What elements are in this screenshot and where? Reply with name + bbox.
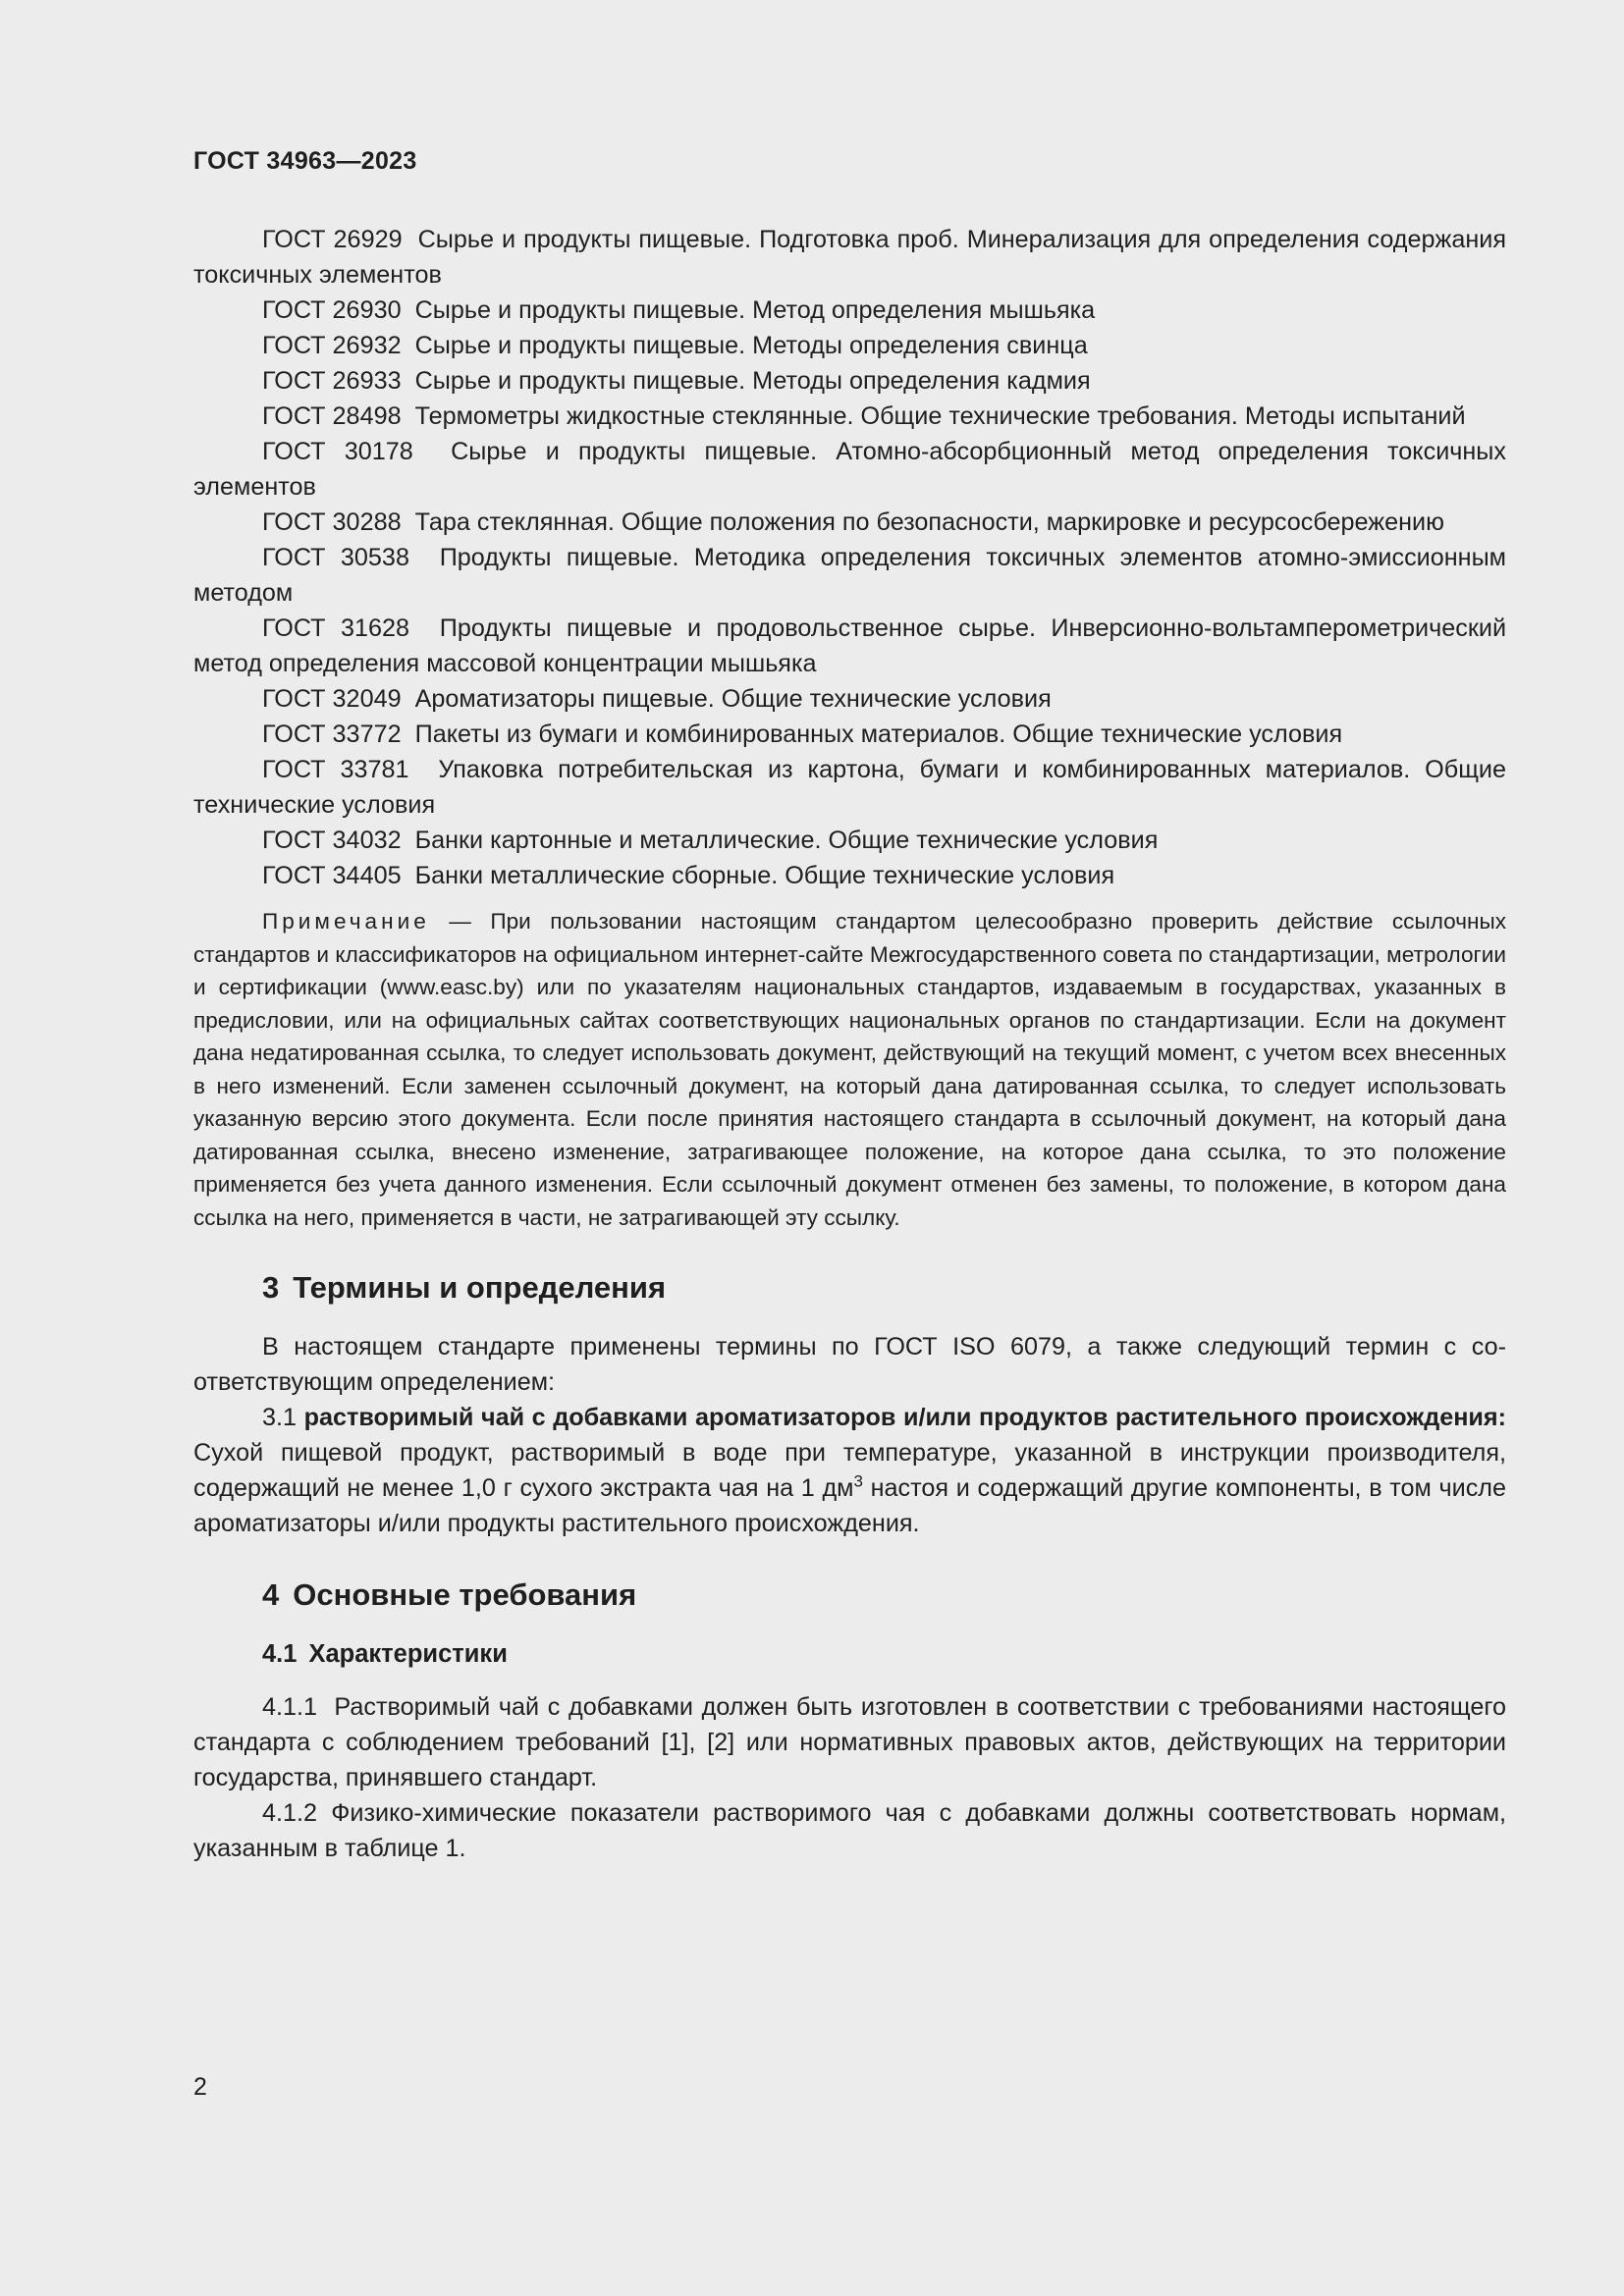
reference-title: Продукты пищевые и продовольственное сырье. Инверсионно-вольтамперометрический метод определения массовой концентрации мышьяка: [193, 614, 1507, 677]
paragraph-4-1-1-text: Растворимый чай с добавками должен быть изготовлен в соответствии с требованиями настоящего стандарта с соблюдением требований [1], [2] или нормативных правовых актов, действующих на территории государства, принявшего стандарт.: [193, 1693, 1507, 1791]
document-header: ГОСТ 34963—2023: [193, 147, 417, 175]
term-definition: [193, 1400, 1506, 1541]
section-4-number: 4: [262, 1577, 280, 1612]
reference-code: ГОСТ 32049: [262, 685, 402, 713]
section-3-title: Термины и определения: [293, 1270, 667, 1305]
reference-item: [193, 505, 1506, 540]
term-number: 3.1: [262, 1404, 298, 1431]
section-3-number: 3: [262, 1270, 280, 1305]
reference-title: Сырье и продукты пищевые. Подготовка проб. Минерализация для определения содержания токсичных элементов: [193, 226, 1506, 289]
reference-title: Тара стеклянная. Общие положения по безопасности, маркировке и ресурсосбережению: [414, 508, 1444, 536]
paragraph-4-1-2-number: 4.1.2: [262, 1799, 318, 1827]
reference-title: Упаковка потребительская из картона, бумаги и комбинированных материалов. Общие технические условия: [193, 756, 1506, 819]
reference-code: ГОСТ 33772: [262, 721, 402, 748]
reference-title: Банки картонные и металлические. Общие технические условия: [414, 827, 1159, 854]
page-content: [193, 222, 1506, 1866]
reference-title: Сырье и продукты пищевые. Методы определения свинца: [414, 332, 1088, 359]
reference-item: [193, 752, 1506, 823]
reference-title: Банки металлические сборные. Общие технические условия: [414, 862, 1115, 889]
reference-item: [193, 681, 1506, 717]
reference-code: ГОСТ 34405: [262, 862, 402, 889]
reference-code: ГОСТ 34032: [262, 827, 402, 854]
paragraph-4-1-1-number: 4.1.1: [262, 1693, 318, 1721]
reference-title: Сырье и продукты пищевые. Атомно-абсорбционный метод определения токсичных элементов: [193, 438, 1507, 501]
paragraph-4-1-2: [193, 1795, 1506, 1866]
reference-item: [193, 823, 1506, 858]
reference-code: ГОСТ 30538: [262, 544, 409, 571]
reference-item: [193, 540, 1506, 611]
reference-code: ГОСТ 26932: [262, 332, 402, 359]
reference-item: [193, 222, 1506, 293]
reference-title: Термометры жидкостные стеклянные. Общие технические требования. Методы испытаний: [414, 402, 1466, 430]
page-number: 2: [193, 2073, 207, 2101]
reference-item: [193, 399, 1506, 434]
subsection-4-1-title: Характеристики: [308, 1640, 508, 1668]
note-label: Примечание: [262, 909, 430, 934]
subsection-4-1-heading: [262, 1636, 1506, 1672]
reference-item: [193, 293, 1506, 328]
reference-code: ГОСТ 33781: [262, 756, 409, 783]
section-3-heading: [262, 1268, 1506, 1308]
reference-item: [193, 611, 1506, 681]
section-4-heading: [262, 1575, 1506, 1615]
reference-title: Продукты пищевые. Методика определения токсичных элементов атомно-эмиссионным методом: [193, 544, 1506, 607]
reference-code: ГОСТ 30288: [262, 508, 402, 536]
reference-code: ГОСТ 31628: [262, 614, 409, 642]
reference-title: Пакеты из бумаги и комбинированных материалов. Общие технические условия: [414, 721, 1343, 748]
references-list: [193, 222, 1506, 893]
term-definition-superscript: 3: [853, 1471, 863, 1491]
reference-code: ГОСТ 28498: [262, 402, 402, 430]
reference-item: [193, 363, 1506, 399]
reference-item: [193, 434, 1506, 505]
paragraph-4-1-2-text: Физико-химические показатели растворимого чая с добавками должны соответствовать нормам, указанным в таблице 1.: [193, 1799, 1507, 1862]
reference-item: [193, 717, 1506, 752]
reference-title: Сырье и продукты пищевые. Методы определения кадмия: [414, 367, 1091, 395]
section-4-title: Основные требования: [293, 1577, 637, 1612]
term-definition-text: Сухой пищевой продукт, растворимый в воде при температуре, указанной в инструкции производителя, содержащий не менее 1,0 г сухого экстракта чая на 1 дм: [193, 1439, 1506, 1502]
note-text: — При пользовании настоящим стандартом целесообразно проверить действие ссылочных стандартов и классификаторов на официальном интернет-сайте Межгосударственного совета по стандартизации, метрологии и сертификации (www.easc.by) или по указателям национальных стандартов, издаваемым в государствах, указанных в предисловии, или на официальных сайтах соответствующих национальных органов по стандартизации. Если на документ дана недатированная ссылка, то следует использовать документ, действующий на текущий момент, с учетом всех внесенных в него изменений. Если заменен ссылочный документ, на который дана датированная ссылка, то следует использовать указанную версию этого документа. Если после принятия настоящего стандарта в ссылочный документ, на который дана датированная ссылка, внесено изменение, затрагивающее положение, на которое дана ссылка, то это положение применяется без учета данного изменения. Если ссылочный документ отменен без замены, то положение, в котором дана ссылка на него, применяется в части, не затрагивающей эту ссылку.: [193, 909, 1506, 1230]
reference-item: [193, 858, 1506, 893]
section-3-intro: В настоящем стандарте применены термины по ГОСТ ISO 6079, а также следующий термин с соответствующим определением:: [193, 1333, 1506, 1396]
term-definition-text-end: настоя и содержащий другие компоненты, в том числе ароматизаторы и/или продукты растительного происхождения.: [193, 1474, 1506, 1537]
term-name: растворимый чай с добавками ароматизаторов и/или продуктов растительного происхождения:: [303, 1404, 1506, 1431]
reference-title: Ароматизаторы пищевые. Общие технические условия: [414, 685, 1052, 713]
reference-code: ГОСТ 26930: [262, 296, 402, 324]
reference-code: ГОСТ 26933: [262, 367, 402, 395]
subsection-4-1-number: 4.1: [262, 1640, 298, 1668]
reference-code: ГОСТ 26929: [262, 226, 403, 253]
reference-item: [193, 328, 1506, 363]
reference-code: ГОСТ 30178: [262, 438, 413, 465]
note-paragraph: [193, 905, 1506, 1234]
reference-title: Сырье и продукты пищевые. Метод определения мышьяка: [414, 296, 1096, 324]
paragraph-4-1-1: [193, 1689, 1506, 1795]
